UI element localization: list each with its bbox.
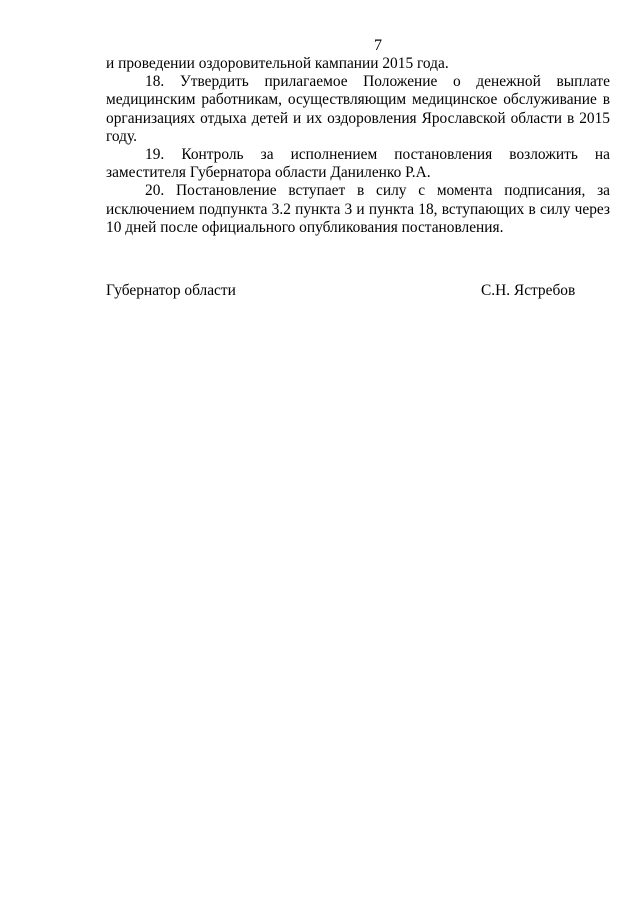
document-body <box>106 55 610 237</box>
signatory-title: Губернатор области <box>106 282 236 299</box>
paragraph-item-20: 20. Постановление вступает в силу с момента подписания, за исключением подпункта 3.2 пункта 3 и пункта 18, вступающих в силу через 10 дней после официального опубликования постановления. <box>106 182 610 236</box>
paragraph-continuation: и проведении оздоровительной кампании 2015 года. <box>106 55 449 72</box>
signature-block <box>106 282 610 302</box>
page-number: 7 <box>374 37 382 54</box>
paragraph-item-18: 18. Утвердить прилагаемое Положение о денежной выплате медицинским работникам, осуществляющим медицинское обслуживание в организациях отдыха детей и их оздоровления Ярославской области в 2015 году. <box>106 73 610 145</box>
paragraph-item-19: 19. Контроль за исполнением постановления возложить на заместителя Губернатора области Даниленко Р.А. <box>106 146 610 182</box>
signatory-name: С.Н. Ястребов <box>481 282 576 299</box>
